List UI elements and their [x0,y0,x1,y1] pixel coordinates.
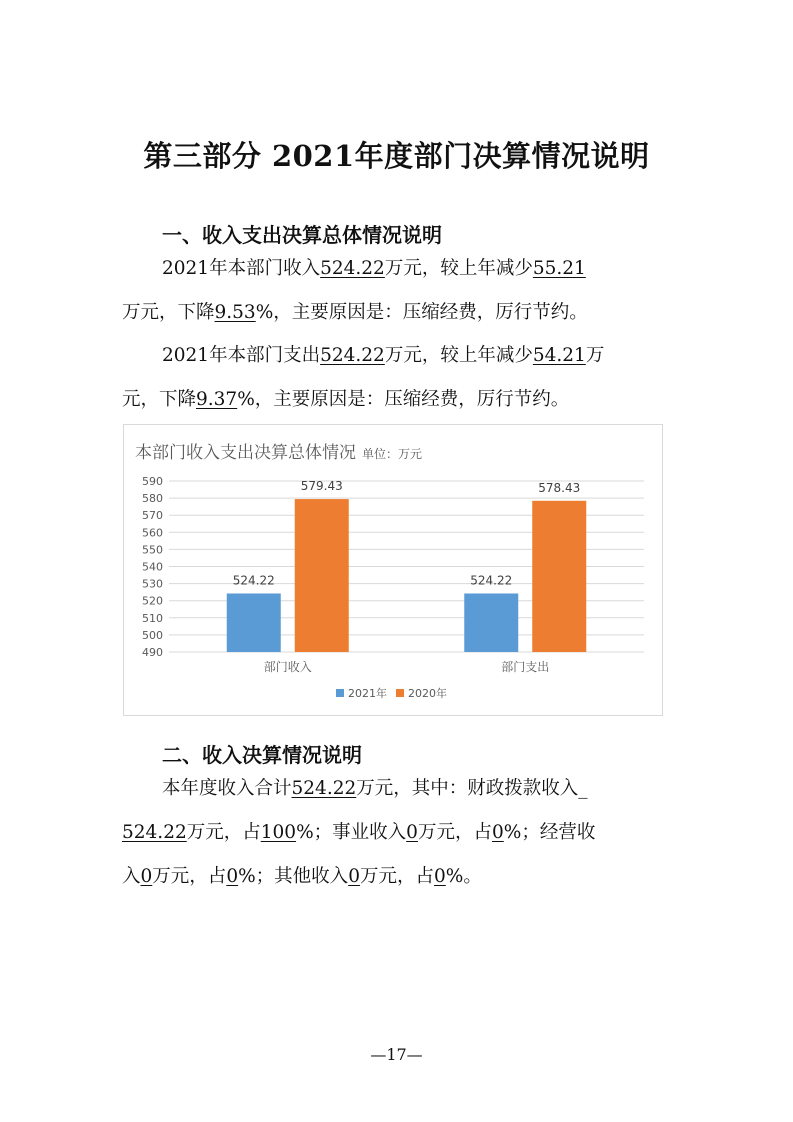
expense-decrease-value: 54.21 [532,345,586,366]
y-tick-label: 530 [142,577,163,591]
income-text-c: 万元，下降 [122,302,215,323]
expense-text-a: 2021年本部门支出 [162,345,321,366]
income-text-d: %，主要原因是：压缩经费，厉行节约。 [255,302,588,323]
bar-2021 [464,593,518,652]
expense-text-d: %，主要原因是：压缩经费，厉行节约。 [237,389,570,410]
y-tick-label: 550 [142,543,163,557]
legend-swatch [336,689,344,697]
operating-share-value: 0 [226,866,239,887]
other-share-text: 万元，占 [359,866,434,887]
y-tick-label: 510 [142,611,163,625]
income-detail-paragraph [122,767,672,899]
expense-text-c: 万 [585,345,605,366]
end-text: %。 [445,866,482,887]
section1-heading: 一、收入支出决算总体情况说明 [162,223,442,247]
expense-decrease-percent: 9.37 [196,389,238,410]
data-label: 578.43 [538,480,581,495]
expense-text-c2: 元，下降 [122,389,197,410]
income-value: 524.22 [320,258,385,279]
fiscal-value: 524.22 [122,822,187,843]
other-text: %；其他收入 [238,866,349,887]
legend-label: 2020年 [408,687,447,700]
income-text-b: 万元，较上年减少 [384,258,533,279]
y-tick-label: 560 [142,526,163,540]
bar-2021 [227,593,281,652]
operating-text: %；经营收 [503,822,596,843]
fiscal-blank: _ [578,778,588,799]
data-label: 524.22 [232,573,275,588]
bar-chart [124,425,662,715]
income-text-a: 2021年本部门收入 [162,258,321,279]
expense-text-b: 万元，较上年减少 [384,345,533,366]
operating-text-2: 入 [122,866,141,887]
bar-2020 [532,501,586,652]
y-tick-label: 500 [142,628,163,642]
chart-unit: 单位：万元 [362,447,423,461]
chart-title: 本部门收入支出决算总体情况 [135,443,356,463]
fiscal-share-value: 100 [260,822,297,843]
other-share-value: 0 [433,866,446,887]
business-value: 0 [406,822,418,843]
section2-heading: 二、收入决算情况说明 [162,743,362,767]
y-tick-label: 580 [142,492,163,506]
business-share-value: 0 [491,822,504,843]
operating-share-text: 万元，占 [152,866,227,887]
y-tick-label: 490 [142,646,163,659]
expense-value: 524.22 [320,345,385,366]
bar-2020 [295,499,349,652]
page-number: —17— [370,1045,423,1064]
operating-value: 0 [140,866,153,887]
income-decrease-value: 55.21 [532,258,586,279]
fiscal-share-text: 万元，占 [186,822,261,843]
legend-swatch [396,689,404,697]
income-paragraph [122,247,672,335]
data-label: 579.43 [300,479,343,494]
total-value: 524.22 [291,778,357,799]
y-tick-label: 590 [142,475,163,488]
y-tick-label: 520 [142,594,163,608]
y-tick-label: 540 [142,560,163,574]
x-tick-label: 部门收入 [263,660,312,674]
business-text: %；事业收入 [296,822,407,843]
income-decrease-percent: 9.53 [214,302,256,323]
data-label: 524.22 [470,573,513,588]
total-text: 本年度收入合计 [162,778,292,799]
expense-paragraph [122,334,672,422]
x-tick-label: 部门支出 [501,660,550,674]
legend-label: 2021年 [348,687,387,700]
chart-container [123,424,663,716]
business-share-text: 万元，占 [417,822,492,843]
y-tick-label: 570 [142,509,163,523]
page-title: 第三部分 2021年度部门决算情况说明 [143,139,650,173]
fiscal-text: 万元，其中：财政拨款收入 [356,778,579,799]
other-value: 0 [348,866,360,887]
